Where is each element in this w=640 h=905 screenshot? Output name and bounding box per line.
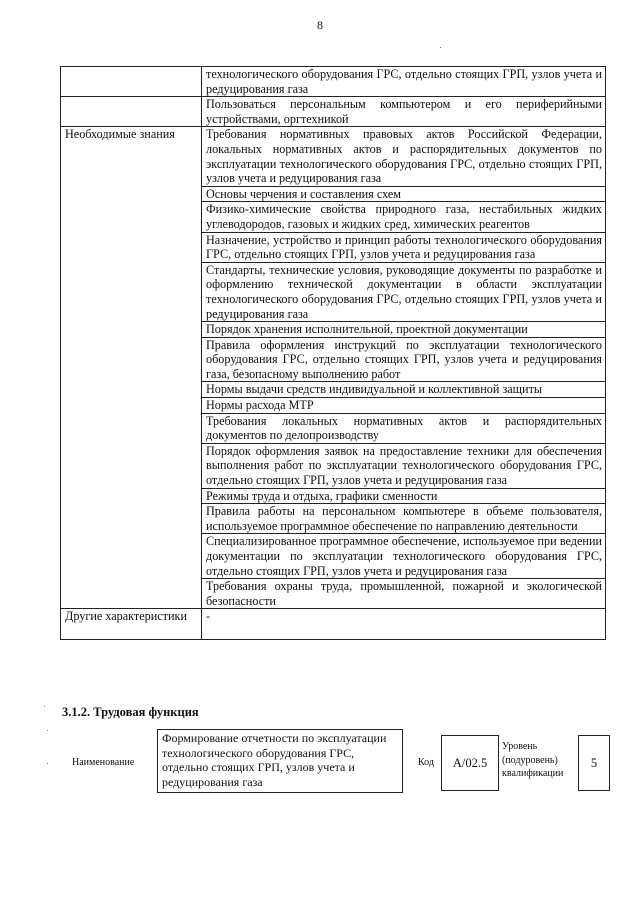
row-text: Требования нормативных правовых актов Российской Федерации, локальных нормативных актов и распорядительных документов по эксплуатации технологического оборудования ГРС, отдельно стоящих ГРП, узлов учета и редуцирования газа <box>202 127 606 186</box>
row-text: Пользоваться персональным компьютером и его периферийными устройствами, оргтехникой <box>202 97 606 127</box>
row-text: Порядок оформления заявок на предоставление техники для обеспечения выполнения работ по эксплуатации технологического оборудования ГРС, отдельно стоящих ГРП, узлов учета и редуцирования газа <box>202 443 606 488</box>
table-row <box>61 67 606 97</box>
scan-speck <box>47 730 48 731</box>
competency-table <box>60 66 606 640</box>
table-row <box>61 609 606 640</box>
row-text: технологического оборудования ГРС, отдельно стоящих ГРП, узлов учета и редуцирования газа <box>202 67 606 97</box>
row-text: Порядок хранения исполнительной, проектной документации <box>202 322 606 338</box>
section-heading: 3.1.2. Трудовая функция <box>62 705 199 719</box>
scan-speck <box>44 706 45 707</box>
row-label <box>61 67 202 97</box>
row-text: Нормы расхода МТР <box>202 398 606 414</box>
row-text: Стандарты, технические условия, руководящие документы по разработке и оформлению технической документации в области эксплуатации технологического оборудования ГРС, отдельно стоящих ГРП, узлов учета и редуцирования газа <box>202 262 606 321</box>
row-text: Правила работы на персональном компьютере в объеме пользователя, используемое программное обеспечение по направлению деятельности <box>202 504 606 534</box>
qualification-level-label: Уровень (подуровень) квалификации <box>502 741 564 779</box>
table-row <box>61 97 606 127</box>
row-text: Правила оформления инструкций по эксплуатации технологического оборудования ГРС, отдельно стоящих ГРП, узлов учета и редуцирования газа, безопасному выполнению работ <box>202 337 606 382</box>
row-text: Нормы выдачи средств индивидуальной и коллективной защиты <box>202 382 606 398</box>
row-text: Физико-химические свойства природного газа, нестабильных жидких углеводородов, газовых и жидких сред, химических реагентов <box>202 202 606 232</box>
code-value-box: А/02.5 <box>441 735 499 791</box>
row-text: Назначение, устройство и принцип работы технологического оборудования ГРС, отдельно стоящих ГРП, узлов учета и редуцирования газа <box>202 232 606 262</box>
table-row <box>61 127 606 186</box>
row-text: Требования локальных нормативных актов и распорядительных документов по делопроизводству <box>202 413 606 443</box>
other-characteristics-label: Другие характеристики <box>61 609 202 640</box>
code-label: Код <box>418 757 434 768</box>
scan-speck <box>47 763 48 764</box>
function-name-label: Наименование <box>72 757 135 768</box>
scan-speck <box>440 47 441 48</box>
row-text: Специализированное программное обеспечение, используемое при ведении документации по эксплуатации технологического оборудования ГРС, отдельно стоящих ГРП, узлов учета и редуцирования газа <box>202 534 606 579</box>
row-text: - <box>202 609 606 640</box>
qualification-level-box: 5 <box>578 735 610 791</box>
required-knowledge-label: Необходимые знания <box>61 127 202 609</box>
row-text: Требования охраны труда, промышленной, пожарной и экологической безопасности <box>202 579 606 609</box>
row-label <box>61 97 202 127</box>
page-number: 8 <box>317 18 323 32</box>
row-text: Основы черчения и составления схем <box>202 186 606 202</box>
row-text: Режимы труда и отдыха, графики сменности <box>202 488 606 504</box>
function-name-box: Формирование отчетности по эксплуатации технологического оборудования ГРС, отдельно стоящих ГРП, узлов учета и редуцирования газа <box>157 729 403 793</box>
